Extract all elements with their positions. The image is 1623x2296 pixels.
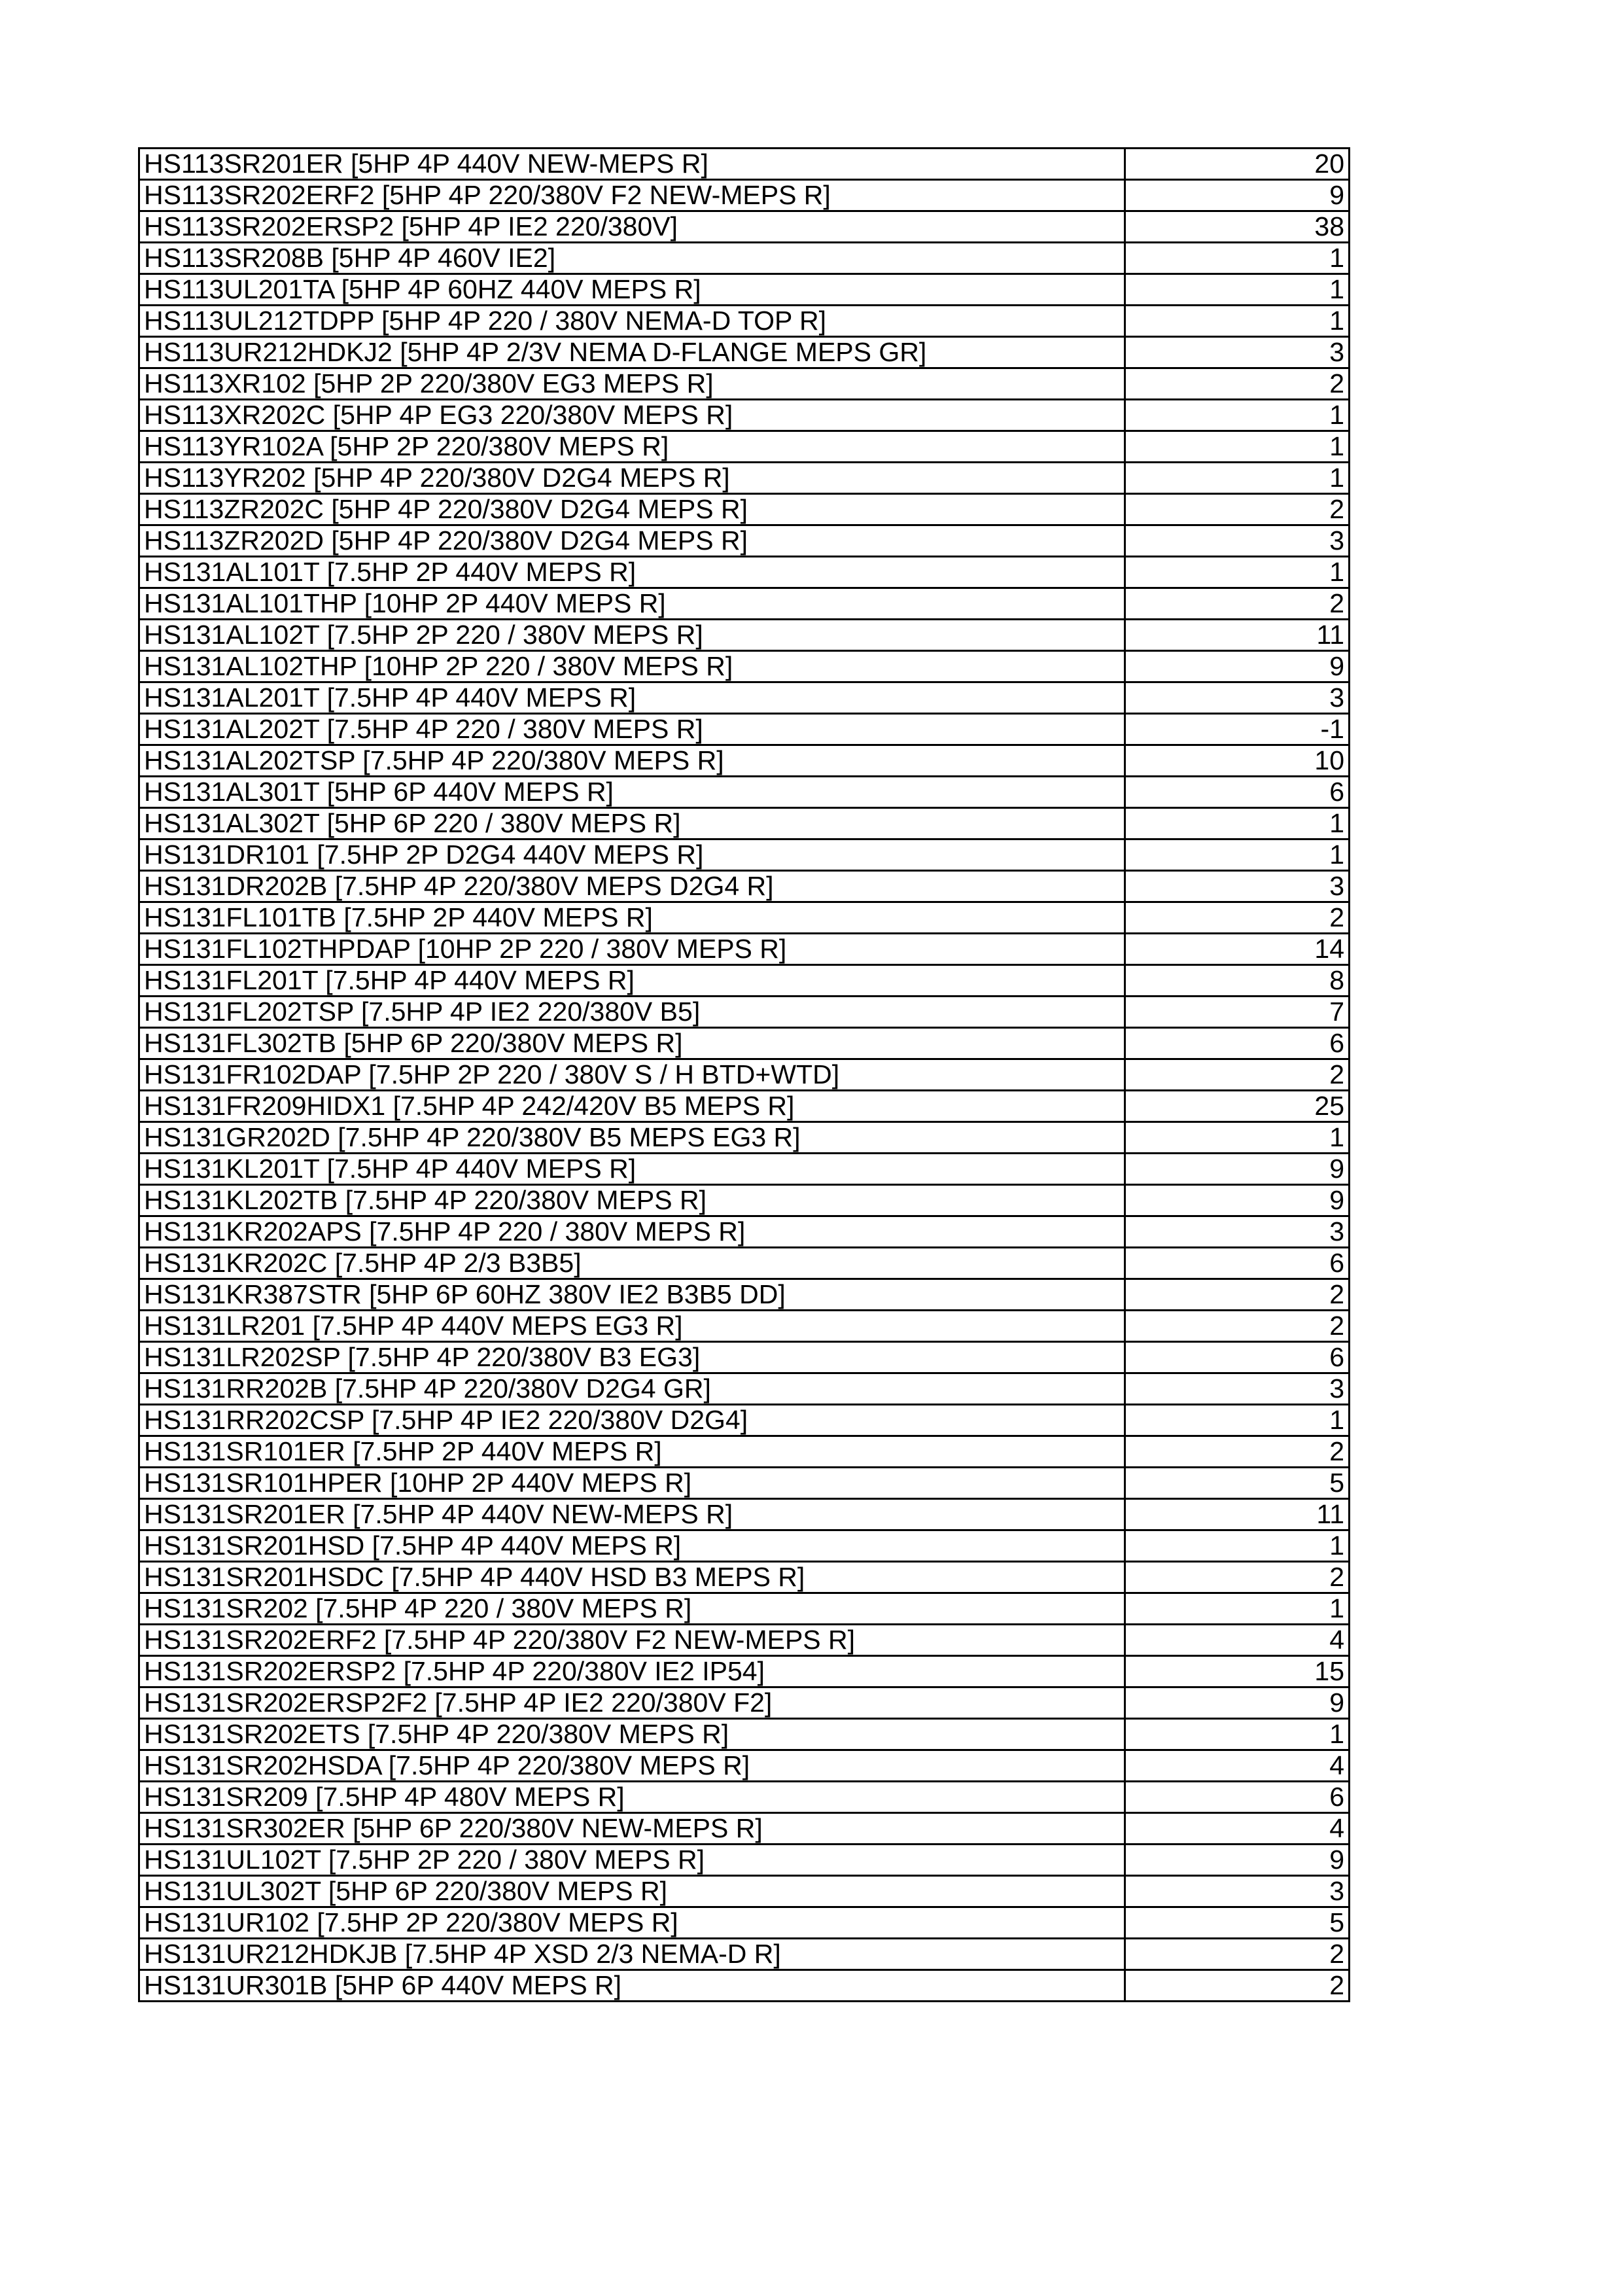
quantity-cell: 4 <box>1125 1813 1350 1845</box>
item-description-cell: HS131AL302T [5HP 6P 220 / 380V MEPS R] <box>139 808 1125 839</box>
item-description-cell: HS131SR101ER [7.5HP 2P 440V MEPS R] <box>139 1436 1125 1468</box>
table-row <box>139 1028 1350 1059</box>
quantity-cell: 1 <box>1125 1122 1350 1154</box>
table-row <box>139 1436 1350 1468</box>
quantity-cell: 20 <box>1125 149 1350 180</box>
item-description-cell: HS131SR202ERF2 [7.5HP 4P 220/380V F2 NEW-MEPS R] <box>139 1625 1125 1656</box>
quantity-cell: 1 <box>1125 306 1350 337</box>
item-description-cell: HS131GR202D [7.5HP 4P 220/380V B5 MEPS EG3 R] <box>139 1122 1125 1154</box>
table-row <box>139 1939 1350 1970</box>
quantity-cell: 4 <box>1125 1750 1350 1782</box>
item-description-cell: HS131SR202HSDA [7.5HP 4P 220/380V MEPS R] <box>139 1750 1125 1782</box>
table-row <box>139 745 1350 777</box>
item-description-cell: HS113ZR202C [5HP 4P 220/380V D2G4 MEPS R] <box>139 494 1125 525</box>
quantity-cell: 2 <box>1125 1059 1350 1091</box>
quantity-cell: 1 <box>1125 400 1350 431</box>
item-description-cell: HS131SR101HPER [10HP 2P 440V MEPS R] <box>139 1468 1125 1499</box>
table-row <box>139 1216 1350 1248</box>
item-description-cell: HS113ZR202D [5HP 4P 220/380V D2G4 MEPS R] <box>139 525 1125 557</box>
quantity-cell: 3 <box>1125 1373 1350 1405</box>
item-description-cell: HS113SR202ERF2 [5HP 4P 220/380V F2 NEW-MEPS R] <box>139 180 1125 211</box>
quantity-cell: 1 <box>1125 274 1350 306</box>
table-row <box>139 400 1350 431</box>
quantity-cell: 3 <box>1125 682 1350 714</box>
quantity-cell: 9 <box>1125 651 1350 682</box>
quantity-cell: 1 <box>1125 1719 1350 1750</box>
table-row <box>139 525 1350 557</box>
quantity-cell: 1 <box>1125 839 1350 871</box>
table-row <box>139 494 1350 525</box>
quantity-cell: 2 <box>1125 368 1350 400</box>
quantity-cell: 4 <box>1125 1625 1350 1656</box>
item-description-cell: HS131RR202B [7.5HP 4P 220/380V D2G4 GR] <box>139 1373 1125 1405</box>
table-row <box>139 1845 1350 1876</box>
quantity-cell: 15 <box>1125 1656 1350 1687</box>
table-row <box>139 1876 1350 1907</box>
item-description-cell: HS131UR212HDKJB [7.5HP 4P XSD 2/3 NEMA-D R] <box>139 1939 1125 1970</box>
quantity-cell: 2 <box>1125 1311 1350 1342</box>
item-description-cell: HS131SR201HSD [7.5HP 4P 440V MEPS R] <box>139 1530 1125 1562</box>
table-row <box>139 1719 1350 1750</box>
table-row <box>139 211 1350 243</box>
item-description-cell: HS131SR209 [7.5HP 4P 480V MEPS R] <box>139 1782 1125 1813</box>
table-row <box>139 871 1350 902</box>
item-description-cell: HS131AL102T [7.5HP 2P 220 / 380V MEPS R] <box>139 620 1125 651</box>
table-row <box>139 1750 1350 1782</box>
item-description-cell: HS131AL202TSP [7.5HP 4P 220/380V MEPS R] <box>139 745 1125 777</box>
table-row <box>139 337 1350 368</box>
quantity-cell: 2 <box>1125 1970 1350 2002</box>
table-row <box>139 1373 1350 1405</box>
table-row <box>139 997 1350 1028</box>
item-description-cell: HS131SR302ER [5HP 6P 220/380V NEW-MEPS R] <box>139 1813 1125 1845</box>
item-description-cell: HS113SR208B [5HP 4P 460V IE2] <box>139 243 1125 274</box>
item-description-cell: HS131UL102T [7.5HP 2P 220 / 380V MEPS R] <box>139 1845 1125 1876</box>
quantity-cell: 9 <box>1125 180 1350 211</box>
quantity-cell: 6 <box>1125 1248 1350 1279</box>
quantity-cell: 1 <box>1125 1530 1350 1562</box>
quantity-cell: 38 <box>1125 211 1350 243</box>
item-description-cell: HS131DR101 [7.5HP 2P D2G4 440V MEPS R] <box>139 839 1125 871</box>
quantity-cell: 7 <box>1125 997 1350 1028</box>
item-description-cell: HS113YR202 [5HP 4P 220/380V D2G4 MEPS R] <box>139 463 1125 494</box>
item-description-cell: HS113YR102A [5HP 2P 220/380V MEPS R] <box>139 431 1125 463</box>
quantity-cell: 2 <box>1125 902 1350 934</box>
quantity-cell: 9 <box>1125 1845 1350 1876</box>
quantity-cell: 8 <box>1125 965 1350 997</box>
table-row <box>139 1656 1350 1687</box>
quantity-cell: 2 <box>1125 1939 1350 1970</box>
table-row <box>139 1468 1350 1499</box>
item-description-cell: HS131FR209HIDX1 [7.5HP 4P 242/420V B5 MEPS R] <box>139 1091 1125 1122</box>
item-description-cell: HS131SR201HSDC [7.5HP 4P 440V HSD B3 MEPS R] <box>139 1562 1125 1593</box>
quantity-cell: 2 <box>1125 588 1350 620</box>
quantity-cell: 11 <box>1125 620 1350 651</box>
item-description-cell: HS131KR387STR [5HP 6P 60HZ 380V IE2 B3B5 DD] <box>139 1279 1125 1311</box>
item-description-cell: HS131FL201T [7.5HP 4P 440V MEPS R] <box>139 965 1125 997</box>
quantity-cell: 11 <box>1125 1499 1350 1530</box>
table-row <box>139 934 1350 965</box>
table-row <box>139 839 1350 871</box>
table-row <box>139 1342 1350 1373</box>
item-description-cell: HS131KR202APS [7.5HP 4P 220 / 380V MEPS R] <box>139 1216 1125 1248</box>
table-row <box>139 431 1350 463</box>
quantity-cell: 1 <box>1125 557 1350 588</box>
table-row <box>139 1185 1350 1216</box>
table-row <box>139 1970 1350 2002</box>
quantity-cell: 5 <box>1125 1468 1350 1499</box>
item-description-cell: HS131SR202ETS [7.5HP 4P 220/380V MEPS R] <box>139 1719 1125 1750</box>
quantity-cell: 3 <box>1125 337 1350 368</box>
item-description-cell: HS131UR301B [5HP 6P 440V MEPS R] <box>139 1970 1125 2002</box>
table-row <box>139 651 1350 682</box>
item-description-cell: HS131LR201 [7.5HP 4P 440V MEPS EG3 R] <box>139 1311 1125 1342</box>
item-description-cell: HS113SR201ER [5HP 4P 440V NEW-MEPS R] <box>139 149 1125 180</box>
item-description-cell: HS131UR102 [7.5HP 2P 220/380V MEPS R] <box>139 1907 1125 1939</box>
table-row <box>139 243 1350 274</box>
table-row <box>139 306 1350 337</box>
quantity-cell: 2 <box>1125 1436 1350 1468</box>
table-row <box>139 1091 1350 1122</box>
item-description-cell: HS131AL202T [7.5HP 4P 220 / 380V MEPS R] <box>139 714 1125 745</box>
table-row <box>139 1059 1350 1091</box>
item-description-cell: HS131RR202CSP [7.5HP 4P IE2 220/380V D2G4] <box>139 1405 1125 1436</box>
table-row <box>139 588 1350 620</box>
quantity-cell: 14 <box>1125 934 1350 965</box>
quantity-cell: 3 <box>1125 525 1350 557</box>
item-description-cell: HS131KR202C [7.5HP 4P 2/3 B3B5] <box>139 1248 1125 1279</box>
table-row <box>139 1248 1350 1279</box>
table-row <box>139 714 1350 745</box>
table-row <box>139 808 1350 839</box>
quantity-cell: 1 <box>1125 808 1350 839</box>
quantity-cell: 25 <box>1125 1091 1350 1122</box>
item-description-cell: HS131FL202TSP [7.5HP 4P IE2 220/380V B5] <box>139 997 1125 1028</box>
quantity-cell: 1 <box>1125 1405 1350 1436</box>
item-description-cell: HS131AL101THP [10HP 2P 440V MEPS R] <box>139 588 1125 620</box>
item-description-cell: HS113UR212HDKJ2 [5HP 4P 2/3V NEMA D-FLANGE MEPS GR] <box>139 337 1125 368</box>
table-row <box>139 965 1350 997</box>
quantity-cell: 3 <box>1125 1216 1350 1248</box>
quantity-cell: 1 <box>1125 243 1350 274</box>
quantity-cell: 3 <box>1125 1876 1350 1907</box>
table-row <box>139 1782 1350 1813</box>
quantity-cell: 9 <box>1125 1687 1350 1719</box>
table-row <box>139 1311 1350 1342</box>
table-row <box>139 1625 1350 1656</box>
quantity-cell: 1 <box>1125 1593 1350 1625</box>
quantity-cell: 1 <box>1125 431 1350 463</box>
quantity-cell: 2 <box>1125 494 1350 525</box>
item-description-cell: HS131UL302T [5HP 6P 220/380V MEPS R] <box>139 1876 1125 1907</box>
item-description-cell: HS131AL102THP [10HP 2P 220 / 380V MEPS R] <box>139 651 1125 682</box>
table-row <box>139 777 1350 808</box>
quantity-cell: 6 <box>1125 1782 1350 1813</box>
quantity-cell: 2 <box>1125 1562 1350 1593</box>
quantity-cell: 3 <box>1125 871 1350 902</box>
table-row <box>139 180 1350 211</box>
table-row <box>139 149 1350 180</box>
item-description-cell: HS131KL201T [7.5HP 4P 440V MEPS R] <box>139 1154 1125 1185</box>
item-description-cell: HS131SR202ERSP2F2 [7.5HP 4P IE2 220/380V F2] <box>139 1687 1125 1719</box>
table-row <box>139 682 1350 714</box>
table-row <box>139 1154 1350 1185</box>
item-description-cell: HS131FL302TB [5HP 6P 220/380V MEPS R] <box>139 1028 1125 1059</box>
quantity-cell: 5 <box>1125 1907 1350 1939</box>
item-description-cell: HS131SR202 [7.5HP 4P 220 / 380V MEPS R] <box>139 1593 1125 1625</box>
table-row <box>139 620 1350 651</box>
item-description-cell: HS131SR202ERSP2 [7.5HP 4P 220/380V IE2 IP54] <box>139 1656 1125 1687</box>
item-description-cell: HS131FL102THPDAP [10HP 2P 220 / 380V MEPS R] <box>139 934 1125 965</box>
item-description-cell: HS113XR102 [5HP 2P 220/380V EG3 MEPS R] <box>139 368 1125 400</box>
item-description-cell: HS131FR102DAP [7.5HP 2P 220 / 380V S / H BTD+WTD] <box>139 1059 1125 1091</box>
inventory-table <box>138 147 1350 2002</box>
quantity-cell: 6 <box>1125 777 1350 808</box>
table-row <box>139 902 1350 934</box>
quantity-cell: 6 <box>1125 1342 1350 1373</box>
table-row <box>139 1687 1350 1719</box>
table-row <box>139 1405 1350 1436</box>
quantity-cell: 9 <box>1125 1185 1350 1216</box>
table-row <box>139 274 1350 306</box>
item-description-cell: HS131DR202B [7.5HP 4P 220/380V MEPS D2G4 R] <box>139 871 1125 902</box>
quantity-cell: 6 <box>1125 1028 1350 1059</box>
inventory-table-body <box>139 149 1350 2002</box>
item-description-cell: HS131AL301T [5HP 6P 440V MEPS R] <box>139 777 1125 808</box>
item-description-cell: HS131AL201T [7.5HP 4P 440V MEPS R] <box>139 682 1125 714</box>
quantity-cell: 2 <box>1125 1279 1350 1311</box>
item-description-cell: HS113UL212TDPP [5HP 4P 220 / 380V NEMA-D TOP R] <box>139 306 1125 337</box>
table-row <box>139 1813 1350 1845</box>
item-description-cell: HS131KL202TB [7.5HP 4P 220/380V MEPS R] <box>139 1185 1125 1216</box>
quantity-cell: -1 <box>1125 714 1350 745</box>
item-description-cell: HS131FL101TB [7.5HP 2P 440V MEPS R] <box>139 902 1125 934</box>
table-row <box>139 1593 1350 1625</box>
item-description-cell: HS113SR202ERSP2 [5HP 4P IE2 220/380V] <box>139 211 1125 243</box>
table-row <box>139 1279 1350 1311</box>
table-row <box>139 1562 1350 1593</box>
table-row <box>139 1530 1350 1562</box>
item-description-cell: HS131LR202SP [7.5HP 4P 220/380V B3 EG3] <box>139 1342 1125 1373</box>
quantity-cell: 10 <box>1125 745 1350 777</box>
item-description-cell: HS113XR202C [5HP 4P EG3 220/380V MEPS R] <box>139 400 1125 431</box>
table-row <box>139 1122 1350 1154</box>
item-description-cell: HS131AL101T [7.5HP 2P 440V MEPS R] <box>139 557 1125 588</box>
table-row <box>139 557 1350 588</box>
quantity-cell: 1 <box>1125 463 1350 494</box>
item-description-cell: HS131SR201ER [7.5HP 4P 440V NEW-MEPS R] <box>139 1499 1125 1530</box>
table-row <box>139 368 1350 400</box>
table-row <box>139 1499 1350 1530</box>
quantity-cell: 9 <box>1125 1154 1350 1185</box>
table-row <box>139 1907 1350 1939</box>
item-description-cell: HS113UL201TA [5HP 4P 60HZ 440V MEPS R] <box>139 274 1125 306</box>
table-row <box>139 463 1350 494</box>
